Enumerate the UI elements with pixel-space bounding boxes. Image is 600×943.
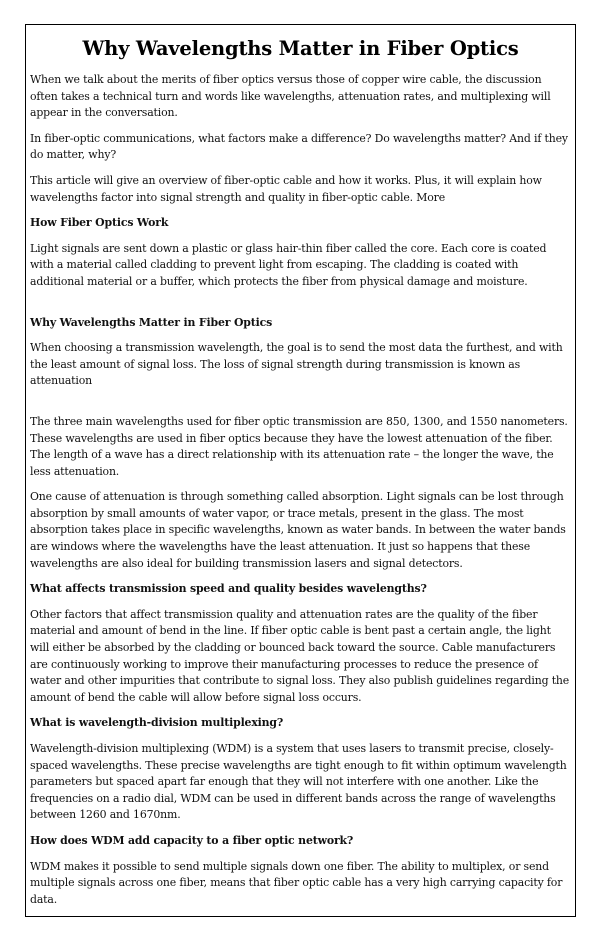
section-paragraph: Light signals are sent down a plastic or glass hair-thin fiber called the core. Each core is coated with a material called cladding to prevent light from escaping. The cladding is coated with additional material or a buffer, which protects the fiber from physical damage and moisture. (30, 241, 547, 288)
section-paragraph: When choosing a transmission wavelength, the goal is to send the most data the furthest, and with the least amount of signal loss. The loss of signal strength during transmission is known as attenuation (30, 341, 563, 388)
section-paragraph: The three main wavelengths used for fiber optic transmission are 850, 1300, and 1550 nanometers. These wavelengths are used in fiber optics because they have the lowest attenuation of the fiber. The length of a wave has a direct relationship with its attenuation rate – the longer the wave, the less attenuation. (30, 414, 568, 478)
intro-paragraph-2: In fiber-optic communications, what factors make a difference? Do wavelengths matter? And if they do matter, why? (30, 131, 568, 162)
page-title: Why Wavelengths Matter in Fiber Optics (82, 37, 519, 60)
section-paragraph: Other factors that affect transmission quality and attenuation rates are the quality of the fiber material and amount of bend in the line. If fiber optic cable is bent past a certain angle, the light will either be absorbed by the cladding or bounced back toward the source. Cable manufacturers are continuously working to improve their manufacturing processes to reduce the presence of water and other impurities that contribute to signal loss. They also publish guidelines regarding the amount of bend the cable will allow before signal loss occurs. (30, 607, 570, 704)
page-frame (25, 24, 576, 917)
section-heading-wdm-capacity: How does WDM add capacity to a fiber optic network? (30, 833, 354, 847)
section-paragraph: Wavelength-division multiplexing (WDM) is a system that uses lasers to transmit precise, closely-spaced wavelengths. These precise wavelengths are tight enough to fit within optimum wavelength parameters but spaced apart far enough that they will not interfere with one another. Like the frequencies on a radio dial, WDM can be used in different bands across the range of wavelengths between 1260 and 1670nm. (30, 742, 567, 822)
section-heading-transmission-speed-quality: What affects transmission speed and quality besides wavelengths? (30, 582, 427, 596)
article-body (30, 72, 571, 908)
section-heading-wdm-definition: What is wavelength-division multiplexing? (30, 716, 284, 730)
intro-paragraph-1: When we talk about the merits of fiber optics versus those of copper wire cable, the discussion often takes a technical turn and words like wavelengths, attenuation rates, and multiplexing will appear in the conversation. (30, 73, 551, 120)
section-heading-why-wavelengths-matter: Why Wavelengths Matter in Fiber Optics (30, 315, 273, 329)
intro-paragraph-3: This article will give an overview of fiber-optic cable and how it works. Plus, it will explain how wavelengths factor into signal strength and quality in fiber-optic cable. More (30, 173, 542, 204)
section-heading-how-fiber-optics-work: How Fiber Optics Work (30, 216, 169, 230)
section-paragraph: One cause of attenuation is through something called absorption. Light signals can be lost through absorption by small amounts of water vapor, or trace metals, present in the glass. The most absorption takes place in specific wavelengths, known as water bands. In between the water bands are windows where the wavelengths have the least attenuation. It just so happens that these wavelengths are also ideal for building transmission lasers and signal detectors. (30, 490, 566, 570)
section-paragraph: WDM makes it possible to send multiple signals down one fiber. The ability to multiplex, or send multiple signals across one fiber, means that fiber optic cable has a very high carrying capacity for data. (30, 859, 563, 906)
